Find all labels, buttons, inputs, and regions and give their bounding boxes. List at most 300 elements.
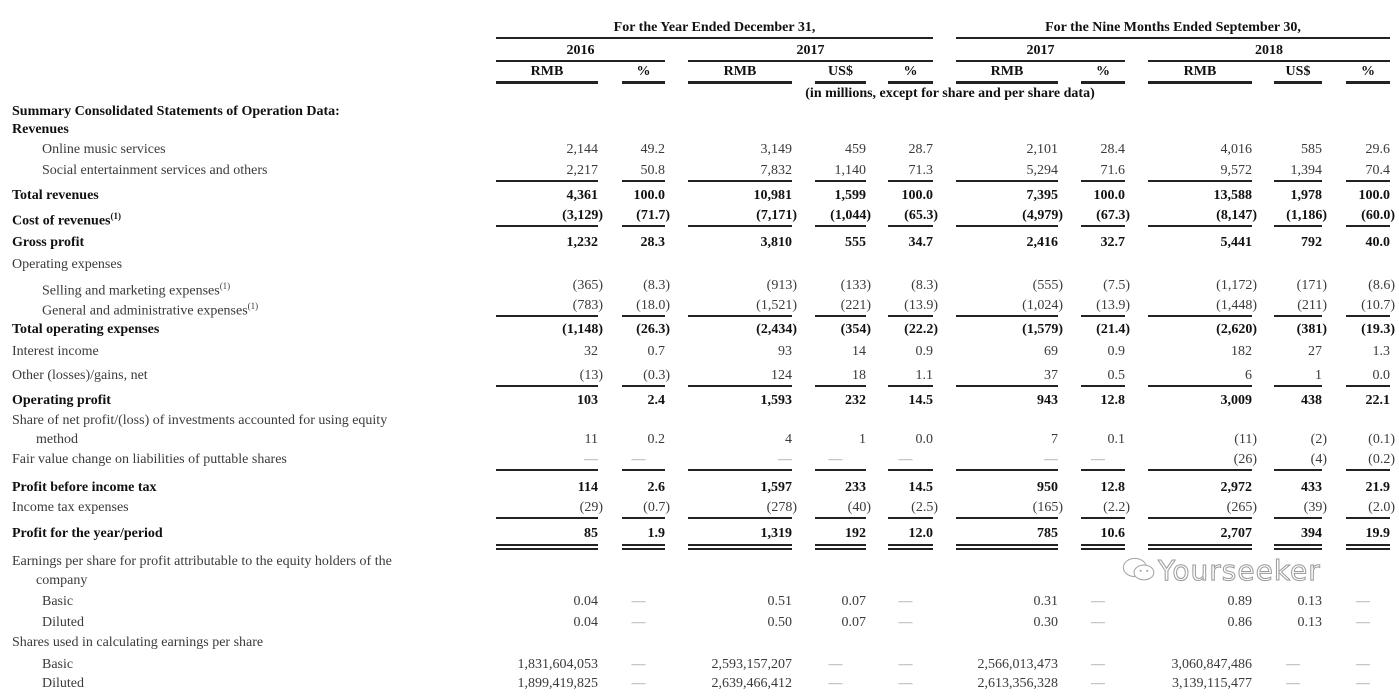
table-cell: 1,831,604,053	[517, 657, 598, 672]
table-cell: (60.0)	[1361, 208, 1395, 223]
subtotal-rule	[1081, 315, 1125, 317]
table-cell: (2.2)	[1103, 500, 1130, 515]
row-label-text: Fair value change on liabilities of puttable shares	[12, 452, 287, 467]
subtotal-rule	[956, 315, 1058, 317]
table-cell: 438	[1301, 393, 1322, 408]
table-cell: 192	[845, 526, 866, 541]
table-cell: —	[898, 452, 913, 467]
table-cell: 2,144	[566, 142, 598, 157]
table-cell: —	[1286, 657, 1300, 672]
table-cell: (4)	[1310, 452, 1327, 467]
table-cell: 0.9	[915, 344, 933, 359]
row-label-text: Basic	[42, 657, 74, 672]
subtotal-rule	[956, 517, 1058, 519]
table-cell: —	[898, 676, 913, 691]
subtotal-rule	[1148, 517, 1252, 519]
table-cell: —	[584, 452, 598, 467]
table-cell: 4	[785, 432, 792, 447]
table-cell: —	[631, 657, 646, 672]
table-cell: 3,139,115,477	[1172, 676, 1252, 691]
table-cell: —	[1356, 594, 1370, 609]
table-cell: 0.9	[1107, 344, 1125, 359]
column-header-rule	[622, 81, 665, 84]
table-cell: —	[1091, 615, 1105, 630]
table-cell: (1,448)	[1216, 298, 1257, 313]
subtotal-rule	[1081, 180, 1125, 182]
table-cell: 10.6	[1100, 526, 1125, 541]
table-cell: 0.30	[1033, 615, 1058, 630]
table-cell: 3,810	[760, 235, 792, 250]
table-cell: 433	[1301, 480, 1322, 495]
row-label-text: Online music services	[42, 142, 166, 157]
column-header: %	[636, 64, 651, 79]
row-label-text: Earnings per share for profit attributable to the equity holders of the	[12, 554, 392, 569]
subtotal-rule	[888, 315, 933, 317]
column-header-rule	[956, 81, 1058, 84]
header-nine-months-2017: 2017	[1026, 43, 1055, 58]
subtotal-rule	[688, 385, 792, 387]
column-header-rule	[815, 81, 866, 84]
subtotal-rule	[1346, 315, 1390, 317]
table-cell: 5,441	[1220, 235, 1252, 250]
table-cell: 2,707	[1220, 526, 1252, 541]
table-cell: 459	[845, 142, 866, 157]
table-cell: 1,319	[760, 526, 792, 541]
subtotal-rule	[622, 469, 665, 471]
header-rule	[496, 37, 933, 39]
row-label-text: Social entertainment services and others	[42, 163, 268, 178]
column-header-rule	[688, 81, 792, 84]
row-label	[12, 121, 69, 139]
table-cell: 233	[845, 480, 866, 495]
table-cell: 85	[584, 526, 598, 541]
table-cell: 555	[845, 235, 866, 250]
table-cell: 2.4	[647, 393, 665, 408]
table-cell: 0.50	[767, 615, 792, 630]
row-label	[42, 593, 73, 611]
table-cell: —	[1091, 676, 1105, 691]
table-cell: (22.2)	[904, 322, 938, 337]
column-header: US$	[1285, 64, 1311, 79]
subtotal-rule	[815, 180, 866, 182]
column-header: RMB	[1183, 64, 1217, 79]
subtotal-rule	[622, 225, 665, 227]
total-double-rule	[496, 548, 598, 550]
wechat-icon	[1120, 556, 1158, 584]
table-cell: (783)	[572, 298, 603, 313]
table-cell: (555)	[1032, 278, 1063, 293]
table-cell: —	[631, 676, 646, 691]
total-double-rule	[1346, 544, 1390, 546]
subtotal-rule	[815, 385, 866, 387]
row-label-text: Interest income	[12, 344, 99, 359]
total-double-rule	[956, 544, 1058, 546]
table-cell: (1,024)	[1022, 298, 1063, 313]
subtotal-rule	[1148, 180, 1252, 182]
row-label	[12, 634, 263, 652]
subtotal-rule	[688, 315, 792, 317]
table-cell: 103	[577, 393, 598, 408]
total-double-rule	[688, 544, 792, 546]
table-cell: —	[631, 594, 646, 609]
table-cell: —	[1356, 676, 1370, 691]
header-period-nine-months: For the Nine Months Ended September 30,	[1045, 20, 1301, 35]
table-cell: 0.04	[573, 615, 598, 630]
row-label-text: method	[36, 432, 78, 447]
row-label-text: Cost of revenues	[12, 213, 111, 229]
subtotal-rule	[1148, 385, 1252, 387]
total-double-rule	[1081, 548, 1125, 550]
table-cell: 14.5	[908, 393, 933, 408]
subtotal-rule	[1081, 469, 1125, 471]
row-label-text: Share of net profit/(loss) of investments accounted for using equity	[12, 413, 388, 428]
row-label-text: Operating profit	[12, 393, 111, 408]
table-cell: 1,140	[834, 163, 866, 178]
table-cell: 1,899,419,825	[517, 676, 598, 691]
footnote-marker: (1)	[110, 211, 122, 221]
table-cell: 1,597	[760, 480, 792, 495]
subtotal-rule	[622, 517, 665, 519]
table-cell: —	[828, 452, 843, 467]
table-cell: (8.3)	[643, 278, 670, 293]
table-cell: 1,599	[834, 188, 866, 203]
table-cell: 182	[1231, 344, 1252, 359]
table-cell: 100.0	[1093, 188, 1125, 203]
table-cell: 785	[1037, 526, 1058, 541]
table-cell: 29.6	[1365, 142, 1390, 157]
subtotal-rule	[622, 180, 665, 182]
table-cell: 100.0	[1358, 188, 1390, 203]
table-cell: (354)	[840, 322, 871, 337]
table-cell: (165)	[1032, 500, 1063, 515]
row-label-text: Diluted	[42, 615, 84, 630]
row-label-text: Shares used in calculating earnings per share	[12, 635, 264, 650]
column-header: %	[1361, 64, 1375, 79]
table-cell: (0.1)	[1368, 432, 1395, 447]
row-label	[12, 525, 163, 543]
subtotal-rule	[1274, 469, 1322, 471]
header-rule	[956, 37, 1390, 39]
row-label	[12, 499, 129, 517]
table-cell: 7	[1051, 432, 1058, 447]
table-cell: 1.9	[647, 526, 665, 541]
table-cell: 0.13	[1297, 594, 1322, 609]
table-cell: 5,294	[1026, 163, 1058, 178]
column-header: RMB	[990, 64, 1024, 79]
table-cell: 124	[771, 368, 792, 383]
row-label	[12, 343, 99, 361]
subtotal-rule	[888, 180, 933, 182]
table-cell: 0.07	[841, 615, 866, 630]
row-label-text: General and administrative expenses	[42, 303, 248, 319]
table-cell: 32	[584, 344, 598, 359]
table-cell: (1,186)	[1286, 208, 1327, 223]
table-cell: (2)	[1310, 432, 1327, 447]
table-cell: (278)	[766, 500, 797, 515]
table-cell: 0.07	[841, 594, 866, 609]
table-cell: 93	[778, 344, 792, 359]
table-cell: 12.8	[1100, 393, 1125, 408]
table-cell: (10.7)	[1361, 298, 1395, 313]
table-cell: 28.4	[1100, 142, 1125, 157]
table-cell: 27	[1308, 344, 1322, 359]
row-label	[42, 141, 166, 159]
subtotal-rule	[622, 315, 665, 317]
table-cell: 19.9	[1365, 526, 1390, 541]
table-cell: 2,416	[1026, 235, 1058, 250]
table-cell: 0.51	[767, 594, 792, 609]
subtotal-rule	[1274, 225, 1322, 227]
total-double-rule	[688, 548, 792, 550]
table-cell: —	[631, 452, 646, 467]
column-header-rule	[496, 81, 598, 84]
table-cell: 2,217	[566, 163, 598, 178]
watermark-text: Yourseeker	[1158, 554, 1321, 587]
table-cell: 22.1	[1365, 393, 1390, 408]
total-double-rule	[1081, 544, 1125, 546]
row-label-text: Summary Consolidated Statements of Operation Data:	[12, 104, 340, 119]
subtotal-rule	[1148, 469, 1252, 471]
table-cell: 7,832	[760, 163, 792, 178]
row-label	[12, 412, 387, 430]
watermark	[1120, 556, 1321, 586]
table-cell: (1,044)	[830, 208, 871, 223]
table-cell: —	[828, 657, 843, 672]
subtotal-rule	[496, 517, 598, 519]
table-cell: 2,972	[1220, 480, 1252, 495]
table-cell: 1.3	[1372, 344, 1390, 359]
table-cell: 232	[845, 393, 866, 408]
table-cell: (7,171)	[756, 208, 797, 223]
row-label	[12, 234, 84, 252]
table-cell: 12.8	[1100, 480, 1125, 495]
table-cell: (26.3)	[636, 322, 670, 337]
column-header: RMB	[723, 64, 757, 79]
table-cell: 0.13	[1297, 615, 1322, 630]
total-double-rule	[1148, 548, 1252, 550]
subtotal-rule	[1274, 385, 1322, 387]
table-cell: 71.6	[1100, 163, 1125, 178]
table-cell: 70.4	[1365, 163, 1390, 178]
table-cell: (19.3)	[1361, 322, 1395, 337]
table-cell: 0.7	[647, 344, 665, 359]
table-cell: 28.3	[640, 235, 665, 250]
row-label-text: Total operating expenses	[12, 322, 160, 337]
row-label-text: Diluted	[42, 676, 84, 691]
column-header-rule	[888, 81, 933, 84]
table-cell: 12.0	[908, 526, 933, 541]
table-cell: (13)	[579, 368, 603, 383]
table-cell: (65.3)	[904, 208, 938, 223]
subtotal-rule	[1148, 315, 1252, 317]
header-nine-months-2018: 2018	[1255, 43, 1283, 58]
table-cell: 2,566,013,473	[977, 657, 1058, 672]
row-label-text: Selling and marketing expenses	[42, 283, 220, 299]
table-cell: 6	[1245, 368, 1252, 383]
table-cell: —	[898, 657, 913, 672]
table-cell: 100.0	[633, 188, 665, 203]
table-cell: (21.4)	[1096, 322, 1130, 337]
table-cell: 1,593	[760, 393, 792, 408]
year-rule	[1148, 60, 1390, 62]
row-label	[36, 431, 78, 449]
row-label-text: Other (losses)/gains, net	[12, 368, 148, 383]
column-header-rule	[1081, 81, 1125, 84]
table-cell: 1,232	[566, 235, 598, 250]
subtotal-rule	[496, 225, 598, 227]
table-cell: —	[631, 615, 646, 630]
table-cell: 792	[1301, 235, 1322, 250]
table-cell: (221)	[840, 298, 871, 313]
table-cell: 1	[859, 432, 866, 447]
column-header: %	[903, 64, 918, 79]
total-double-rule	[496, 544, 598, 546]
header-year-2016: 2016	[566, 43, 595, 58]
column-header-rule	[1346, 81, 1390, 84]
table-cell: (8.3)	[911, 278, 938, 293]
table-cell: (265)	[1226, 500, 1257, 515]
table-cell: 2,101	[1026, 142, 1058, 157]
table-cell: —	[1044, 452, 1058, 467]
row-label-text: Profit before income tax	[12, 480, 157, 495]
table-cell: 49.2	[640, 142, 665, 157]
row-label	[36, 572, 87, 590]
subtotal-rule	[688, 469, 792, 471]
table-cell: 3,009	[1220, 393, 1252, 408]
total-double-rule	[815, 544, 866, 546]
table-cell: —	[1091, 452, 1105, 467]
row-label	[12, 321, 159, 339]
row-label	[12, 187, 99, 205]
table-cell: (913)	[766, 278, 797, 293]
subtotal-rule	[956, 469, 1058, 471]
table-cell: (67.3)	[1096, 208, 1130, 223]
row-label-text: company	[36, 573, 88, 588]
total-double-rule	[1148, 544, 1252, 546]
table-cell: 2,593,157,207	[711, 657, 792, 672]
table-cell: 394	[1301, 526, 1322, 541]
table-cell: 2,613,356,328	[977, 676, 1058, 691]
table-cell: (39)	[1303, 500, 1327, 515]
subtotal-rule	[815, 225, 866, 227]
column-header: RMB	[530, 64, 564, 79]
table-cell: —	[1286, 676, 1300, 691]
table-cell: 14	[852, 344, 866, 359]
table-cell: —	[828, 676, 843, 691]
column-header: US$	[828, 64, 853, 79]
table-cell: (11)	[1234, 432, 1257, 447]
subtotal-rule	[1081, 225, 1125, 227]
table-cell: (29)	[579, 500, 603, 515]
row-label	[42, 614, 84, 632]
total-double-rule	[1274, 548, 1322, 550]
table-cell: 10,981	[753, 188, 792, 203]
table-cell: 0.1	[1107, 432, 1125, 447]
row-label	[12, 207, 121, 231]
header-year-2017: 2017	[796, 43, 825, 58]
table-cell: —	[1356, 657, 1370, 672]
table-cell: 1.1	[915, 368, 933, 383]
table-cell: —	[1356, 615, 1370, 630]
year-rule	[496, 60, 665, 62]
table-cell: (3,129)	[562, 208, 603, 223]
row-label-text: Income tax expenses	[12, 500, 129, 515]
table-cell: 28.7	[908, 142, 933, 157]
table-cell: (0.3)	[643, 368, 670, 383]
subtotal-rule	[956, 225, 1058, 227]
table-cell: (4,979)	[1022, 208, 1063, 223]
table-cell: (1,172)	[1216, 278, 1257, 293]
row-label-text: Revenues	[12, 122, 69, 137]
row-label	[42, 656, 73, 674]
table-cell: (2.0)	[1368, 500, 1395, 515]
table-cell: 71.3	[908, 163, 933, 178]
table-cell: 14.5	[908, 480, 933, 495]
row-label	[12, 479, 157, 497]
table-cell: 32.7	[1100, 235, 1125, 250]
table-cell: —	[1091, 594, 1105, 609]
table-cell: 18	[852, 368, 866, 383]
subtotal-rule	[1274, 517, 1322, 519]
table-cell: (0.7)	[643, 500, 670, 515]
total-double-rule	[888, 544, 933, 546]
subtotal-rule	[496, 180, 598, 182]
table-cell: —	[778, 452, 792, 467]
row-label	[12, 451, 287, 469]
table-cell: (18.0)	[636, 298, 670, 313]
table-cell: 950	[1037, 480, 1058, 495]
table-cell: (2,620)	[1216, 322, 1257, 337]
total-double-rule	[1346, 548, 1390, 550]
total-double-rule	[622, 548, 665, 550]
table-cell: 2.6	[647, 480, 665, 495]
table-cell: 2,639,466,412	[711, 676, 792, 691]
table-cell: 34.7	[908, 235, 933, 250]
subtotal-rule	[888, 225, 933, 227]
subtotal-rule	[888, 517, 933, 519]
subtotal-rule	[496, 315, 598, 317]
subtotal-rule	[1346, 225, 1390, 227]
table-cell: 4,016	[1220, 142, 1252, 157]
row-label-text: Operating expenses	[12, 257, 123, 272]
footnote-marker: (1)	[219, 281, 231, 291]
table-cell: 9,572	[1220, 163, 1252, 178]
table-cell: 1,978	[1290, 188, 1322, 203]
row-label	[12, 256, 122, 274]
row-label	[42, 297, 258, 321]
table-cell: (7.5)	[1103, 278, 1130, 293]
table-cell: 1,394	[1290, 163, 1322, 178]
row-label	[12, 392, 111, 410]
total-double-rule	[956, 548, 1058, 550]
table-cell: (171)	[1296, 278, 1327, 293]
row-label	[42, 675, 84, 693]
table-cell: (13.9)	[904, 298, 938, 313]
column-header-rule	[1274, 81, 1322, 84]
table-cell: 0.5	[1107, 368, 1125, 383]
table-cell: 0.86	[1227, 615, 1252, 630]
row-label	[12, 367, 148, 385]
subtotal-rule	[1274, 315, 1322, 317]
table-cell: (8,147)	[1216, 208, 1257, 223]
column-header: %	[1096, 64, 1110, 79]
subtotal-rule	[1081, 517, 1125, 519]
year-rule	[956, 60, 1125, 62]
table-cell: 0.04	[573, 594, 598, 609]
table-cell: 69	[1044, 344, 1058, 359]
subtotal-rule	[622, 385, 665, 387]
row-label	[12, 103, 340, 121]
